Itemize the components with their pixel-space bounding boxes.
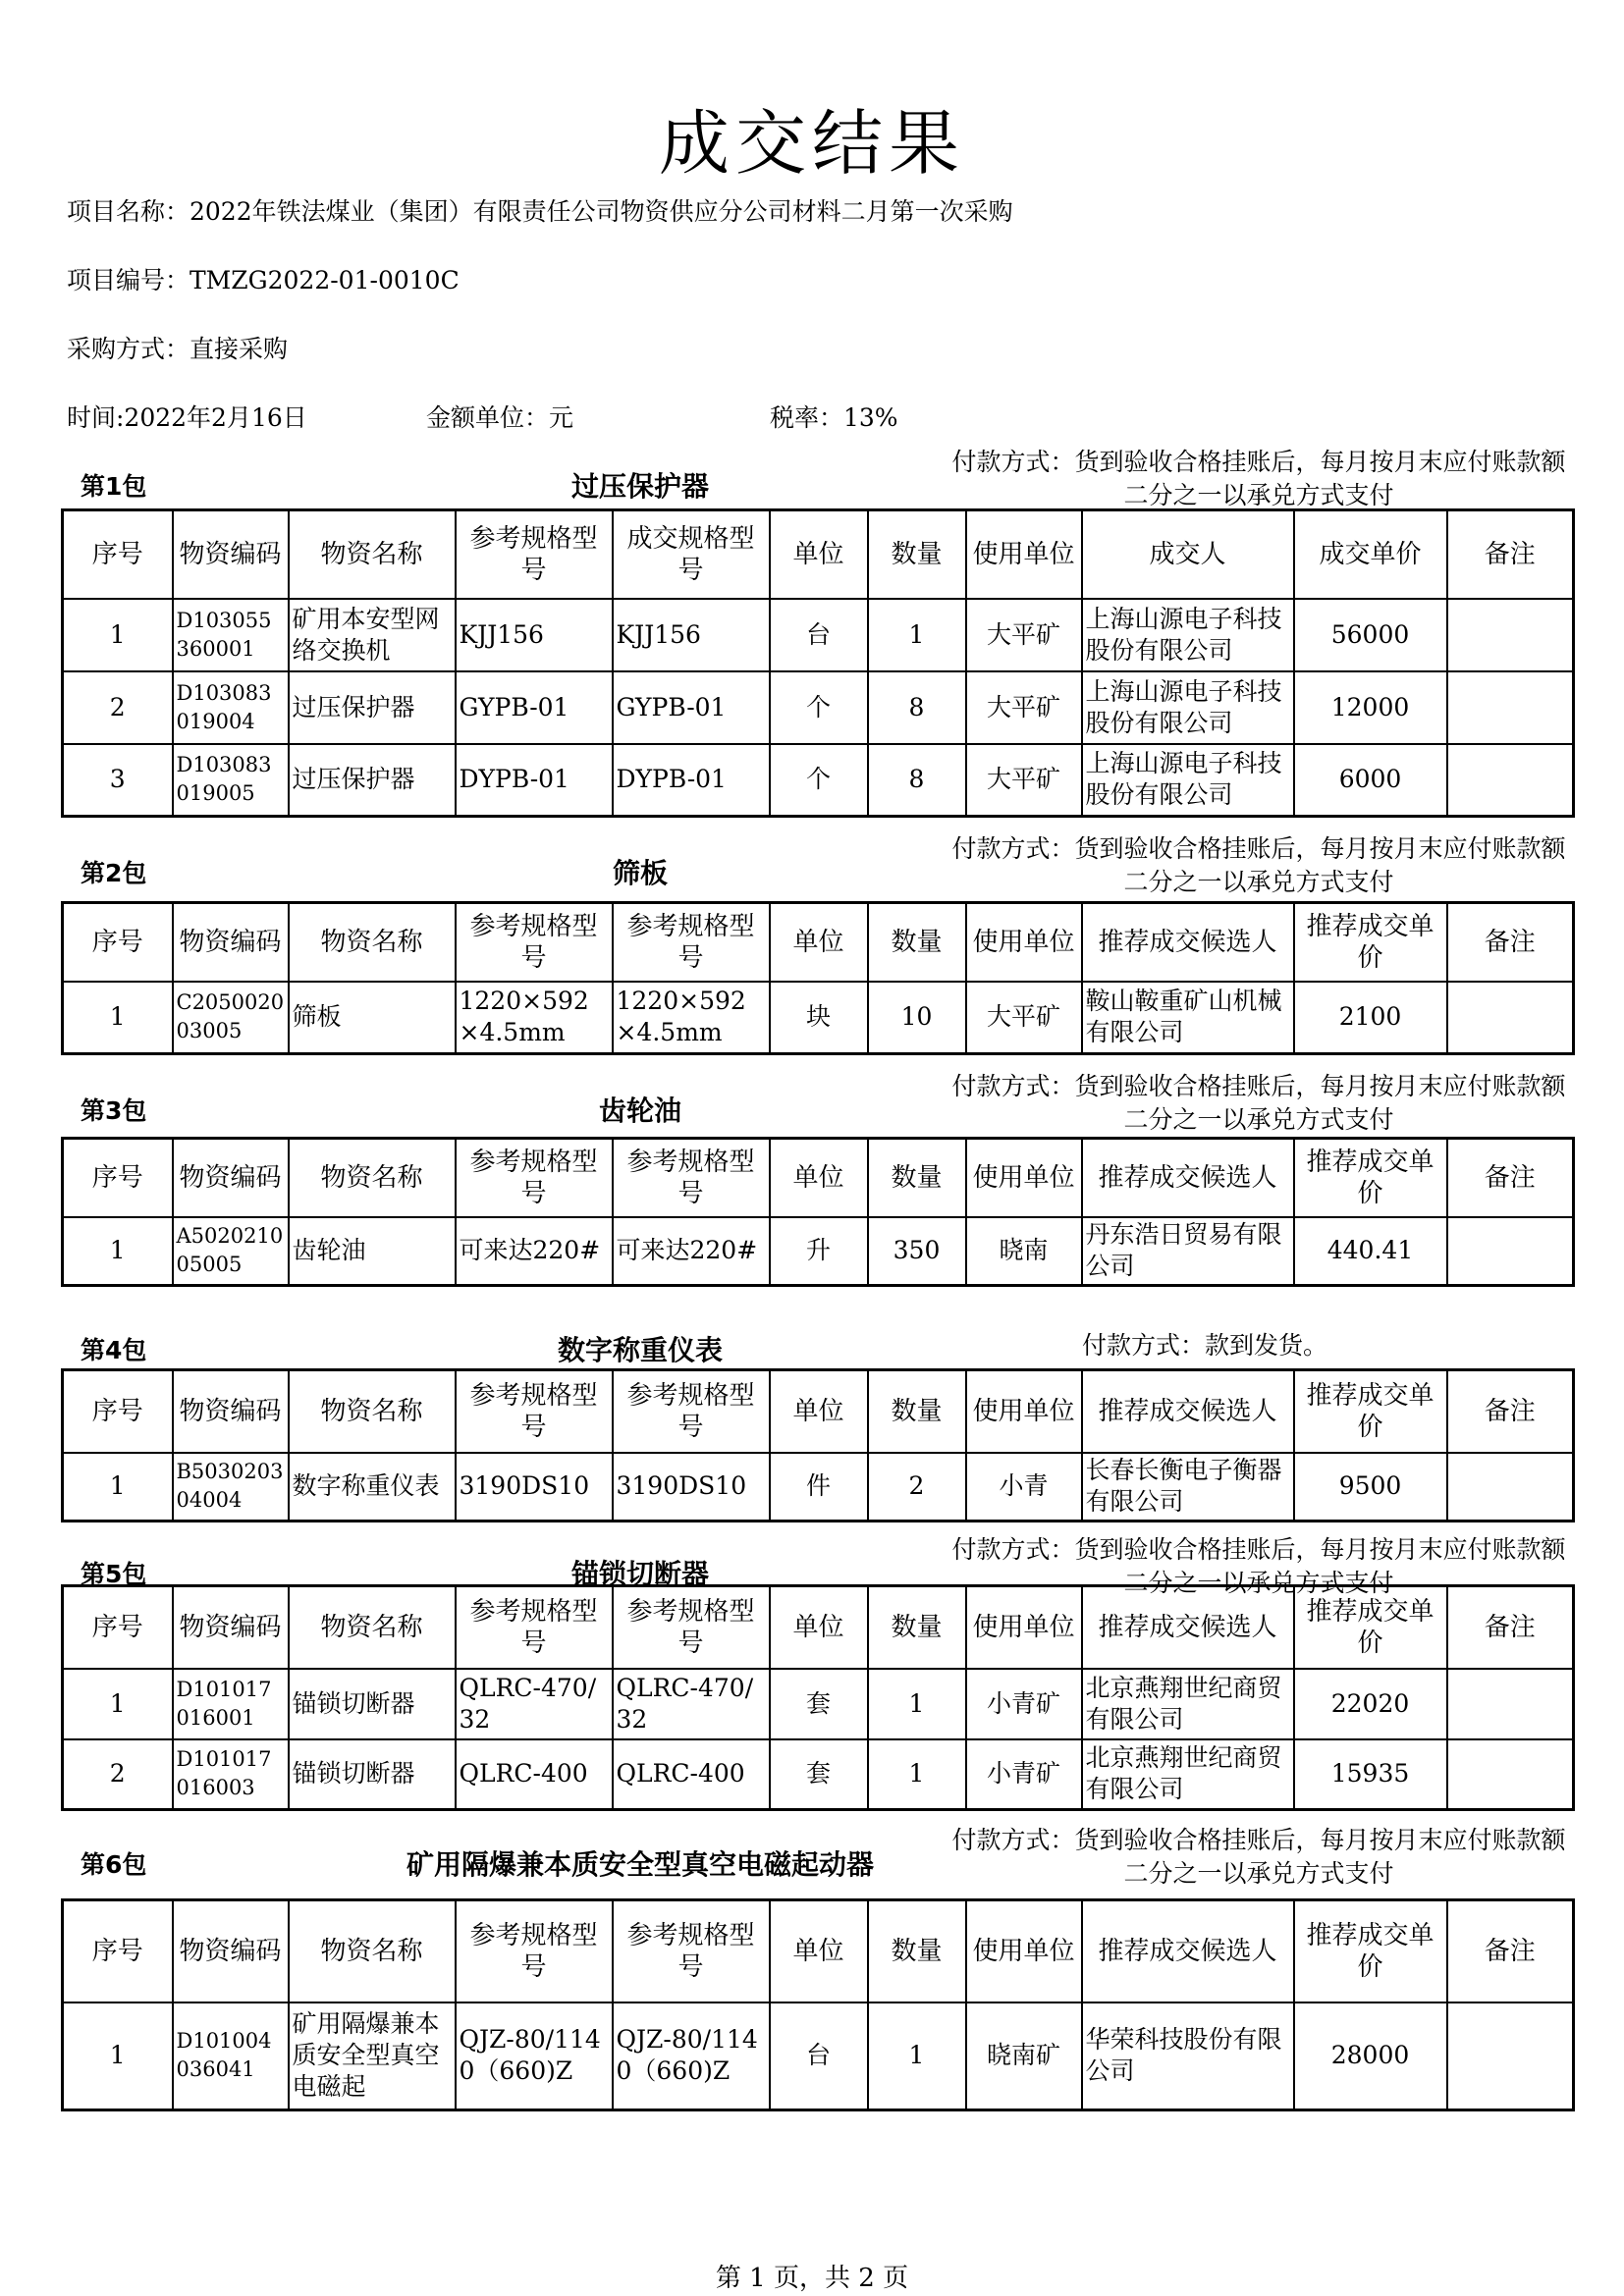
table-cell: 大平矿 — [966, 671, 1082, 744]
table-cell: 北京燕翔世纪商贸有限公司 — [1082, 1739, 1294, 1810]
table-cell: 350 — [868, 1217, 966, 1286]
column-header: 参考规格型号 — [613, 1370, 770, 1453]
package-name: 矿用隔爆兼本质安全型真空电磁起动器 — [406, 1848, 874, 1881]
table-row — [63, 744, 1574, 817]
column-header: 单位 — [770, 510, 868, 599]
package-number: 第6包 — [81, 1850, 147, 1879]
package-name: 数字称重仪表 — [557, 1334, 723, 1366]
column-header: 参考规格型号 — [456, 1586, 613, 1669]
table-row — [63, 2002, 1574, 2110]
table-cell: GYPB-01 — [613, 671, 770, 744]
table-cell: B503020304004 — [173, 1453, 289, 1522]
table-cell: 上海山源电子科技股份有限公司 — [1082, 599, 1294, 671]
column-header: 推荐成交候选人 — [1082, 1586, 1294, 1669]
table-cell: QLRC-400 — [613, 1739, 770, 1810]
column-header: 使用单位 — [966, 510, 1082, 599]
table-header-row — [63, 1139, 1574, 1217]
table-row — [63, 599, 1574, 671]
column-header: 物资名称 — [289, 1139, 456, 1217]
table-cell: D103055360001 — [173, 599, 289, 671]
column-header: 推荐成交单价 — [1294, 1139, 1447, 1217]
page-title: 成交结果 — [658, 102, 965, 185]
table-header-row — [63, 903, 1574, 982]
package-name: 齿轮油 — [598, 1095, 681, 1127]
table-cell: 440.41 — [1294, 1217, 1447, 1286]
column-header: 参考规格型号 — [613, 1139, 770, 1217]
payment-terms-line: 付款方式：货到验收合格挂账后，每月按月末应付账款额 — [951, 834, 1566, 863]
table-cell: 件 — [770, 1453, 868, 1522]
table-cell: KJJ156 — [613, 599, 770, 671]
column-header: 数量 — [868, 1370, 966, 1453]
column-header: 参考规格型号 — [456, 1370, 613, 1453]
column-header: 序号 — [63, 1370, 173, 1453]
table-cell — [1447, 982, 1574, 1054]
table-cell: 1 — [63, 599, 173, 671]
table-cell: 上海山源电子科技股份有限公司 — [1082, 744, 1294, 817]
column-header: 备注 — [1447, 1370, 1574, 1453]
table-cell: 套 — [770, 1739, 868, 1810]
payment-terms-line: 二分之一以承兑方式支付 — [1123, 481, 1394, 509]
table-cell: 1 — [63, 1217, 173, 1286]
column-header: 成交人 — [1082, 510, 1294, 599]
table-cell — [1447, 1453, 1574, 1522]
payment-terms-line: 二分之一以承兑方式支付 — [1123, 1859, 1394, 1888]
column-header: 推荐成交候选人 — [1082, 1900, 1294, 2002]
column-header: 参考规格型号 — [456, 903, 613, 982]
table-cell: 升 — [770, 1217, 868, 1286]
payment-terms-line: 二分之一以承兑方式支付 — [1123, 1569, 1394, 1597]
tax-rate: 税率：13% — [770, 403, 898, 432]
table-cell: 1220×592×4.5mm — [613, 982, 770, 1054]
table-cell: 套 — [770, 1669, 868, 1739]
table-cell — [1447, 599, 1574, 671]
table-cell: 2100 — [1294, 982, 1447, 1054]
table-cell: QLRC-470/32 — [456, 1669, 613, 1739]
column-header: 使用单位 — [966, 1139, 1082, 1217]
table-cell: 数字称重仪表 — [289, 1453, 456, 1522]
column-header: 数量 — [868, 510, 966, 599]
payment-terms-line: 二分之一以承兑方式支付 — [1123, 1105, 1394, 1134]
table-cell: 齿轮油 — [289, 1217, 456, 1286]
table-row — [63, 1669, 1574, 1739]
column-header: 成交单价 — [1294, 510, 1447, 599]
payment-terms-line: 付款方式：货到验收合格挂账后，每月按月末应付账款额 — [951, 1826, 1566, 1854]
column-header: 序号 — [63, 510, 173, 599]
table-cell: DYPB-01 — [613, 744, 770, 817]
column-header: 物资编码 — [173, 1900, 289, 2002]
table-cell: 大平矿 — [966, 599, 1082, 671]
column-header: 成交规格型号 — [613, 510, 770, 599]
package-number: 第3包 — [81, 1096, 147, 1125]
column-header: 序号 — [63, 1900, 173, 2002]
package-table — [61, 901, 1575, 1055]
table-cell: 可来达220# — [613, 1217, 770, 1286]
column-header: 物资名称 — [289, 1586, 456, 1669]
table-header-row — [63, 510, 1574, 599]
package-name: 过压保护器 — [570, 470, 709, 503]
column-header: 数量 — [868, 1900, 966, 2002]
table-cell: 矿用本安型网络交换机 — [289, 599, 456, 671]
table-cell: 个 — [770, 671, 868, 744]
table-cell: 小青矿 — [966, 1739, 1082, 1810]
package-header — [61, 446, 1581, 516]
package-table — [61, 1368, 1575, 1522]
column-header: 备注 — [1447, 1900, 1574, 2002]
table-cell: 个 — [770, 744, 868, 817]
table-cell: 丹东浩日贸易有限公司 — [1082, 1217, 1294, 1286]
table-header-row — [63, 1900, 1574, 2002]
column-header: 推荐成交候选人 — [1082, 1139, 1294, 1217]
table-cell: 3190DS10 — [456, 1453, 613, 1522]
table-row — [63, 1453, 1574, 1522]
page-footer: 第 1 页，共 2 页 — [715, 2264, 909, 2293]
column-header: 物资编码 — [173, 1586, 289, 1669]
package-table — [61, 1137, 1575, 1287]
payment-terms — [886, 1824, 1624, 1891]
payment-terms-line: 二分之一以承兑方式支付 — [1123, 868, 1394, 896]
table-cell: 2 — [63, 671, 173, 744]
table-cell: 1220×592×4.5mm — [456, 982, 613, 1054]
payment-terms-line: 付款方式：货到验收合格挂账后，每月按月末应付账款额 — [951, 448, 1566, 476]
column-header: 参考规格型号 — [613, 1586, 770, 1669]
table-cell: KJJ156 — [456, 599, 613, 671]
table-cell: 锚锁切断器 — [289, 1669, 456, 1739]
table-cell: 1 — [63, 1453, 173, 1522]
table-row — [63, 1739, 1574, 1810]
package-table — [61, 1584, 1575, 1811]
table-cell: 可来达220# — [456, 1217, 613, 1286]
table-cell — [1447, 1669, 1574, 1739]
project-number: 项目编号：TMZG2022-01-0010C — [67, 266, 460, 294]
table-cell: 晓南 — [966, 1217, 1082, 1286]
table-cell: DYPB-01 — [456, 744, 613, 817]
column-header: 参考规格型号 — [456, 1900, 613, 2002]
table-cell: 块 — [770, 982, 868, 1054]
table-cell: 6000 — [1294, 744, 1447, 817]
column-header: 物资名称 — [289, 903, 456, 982]
table-cell: 华荣科技股份有限公司 — [1082, 2002, 1294, 2110]
table-cell: D101004036041 — [173, 2002, 289, 2110]
column-header: 单位 — [770, 1139, 868, 1217]
table-cell: 56000 — [1294, 599, 1447, 671]
payment-terms — [886, 832, 1624, 899]
column-header: 使用单位 — [966, 903, 1082, 982]
column-header: 数量 — [868, 903, 966, 982]
table-cell: C205002003005 — [173, 982, 289, 1054]
package-number: 第4包 — [81, 1336, 147, 1364]
meta-line — [67, 399, 1049, 432]
table-cell: 15935 — [1294, 1739, 1447, 1810]
table-cell: 1 — [63, 2002, 173, 2110]
table-cell: D101017016003 — [173, 1739, 289, 1810]
table-cell: 长春长衡电子衡器有限公司 — [1082, 1453, 1294, 1522]
table-cell: A502021005005 — [173, 1217, 289, 1286]
table-row — [63, 982, 1574, 1054]
table-header-row — [63, 1370, 1574, 1453]
column-header: 使用单位 — [966, 1900, 1082, 2002]
package-number: 第5包 — [81, 1560, 147, 1588]
payment-terms-line: 付款方式：款到发货。 — [1082, 1331, 1328, 1360]
package-header — [61, 1070, 1581, 1141]
column-header: 参考规格型号 — [613, 903, 770, 982]
table-cell — [1447, 2002, 1574, 2110]
table-cell: D103083019005 — [173, 744, 289, 817]
payment-terms-line: 付款方式：货到验收合格挂账后，每月按月末应付账款额 — [951, 1535, 1566, 1564]
payment-terms-line: 付款方式：货到验收合格挂账后，每月按月末应付账款额 — [951, 1072, 1566, 1100]
table-header-row — [63, 1586, 1574, 1669]
column-header: 单位 — [770, 903, 868, 982]
column-header: 推荐成交候选人 — [1082, 1370, 1294, 1453]
table-row — [63, 1217, 1574, 1286]
table-cell: 1 — [63, 1669, 173, 1739]
table-cell: 鞍山鞍重矿山机械有限公司 — [1082, 982, 1294, 1054]
package-table — [61, 508, 1575, 818]
table-cell: 晓南矿 — [966, 2002, 1082, 2110]
table-cell — [1447, 744, 1574, 817]
table-cell: 28000 — [1294, 2002, 1447, 2110]
column-header: 备注 — [1447, 1586, 1574, 1669]
table-cell: QJZ-80/1140（660)Z — [456, 2002, 613, 2110]
table-cell: 过压保护器 — [289, 744, 456, 817]
table-cell: QLRC-400 — [456, 1739, 613, 1810]
table-cell: 2 — [868, 1453, 966, 1522]
table-cell: 筛板 — [289, 982, 456, 1054]
column-header: 序号 — [63, 1586, 173, 1669]
table-cell: 22020 — [1294, 1669, 1447, 1739]
column-header: 单位 — [770, 1586, 868, 1669]
column-header: 物资编码 — [173, 1139, 289, 1217]
column-header: 备注 — [1447, 510, 1574, 599]
column-header: 单位 — [770, 1370, 868, 1453]
column-header: 数量 — [868, 1139, 966, 1217]
table-cell: 8 — [868, 671, 966, 744]
column-header: 推荐成交单价 — [1294, 903, 1447, 982]
table-cell: 9500 — [1294, 1453, 1447, 1522]
column-header: 使用单位 — [966, 1586, 1082, 1669]
table-cell: D101017016001 — [173, 1669, 289, 1739]
package-number: 第2包 — [81, 859, 147, 887]
procurement-method: 采购方式：直接采购 — [67, 335, 289, 363]
column-header: 物资名称 — [289, 1370, 456, 1453]
table-cell: 3190DS10 — [613, 1453, 770, 1522]
column-header: 推荐成交单价 — [1294, 1370, 1447, 1453]
payment-terms — [1082, 1329, 1475, 1362]
table-cell: 10 — [868, 982, 966, 1054]
table-cell: 过压保护器 — [289, 671, 456, 744]
payment-terms — [886, 446, 1624, 512]
package-name: 筛板 — [612, 857, 668, 889]
package-header — [61, 832, 1581, 903]
table-cell: 矿用隔爆兼本质安全型真空电磁起 — [289, 2002, 456, 2110]
column-header: 备注 — [1447, 1139, 1574, 1217]
column-header: 物资编码 — [173, 1370, 289, 1453]
table-row — [63, 671, 1574, 744]
table-cell: 台 — [770, 2002, 868, 2110]
package-name: 锚锁切断器 — [570, 1558, 709, 1590]
column-header: 物资编码 — [173, 510, 289, 599]
column-header: 参考规格型号 — [456, 510, 613, 599]
column-header: 使用单位 — [966, 1370, 1082, 1453]
table-cell: 台 — [770, 599, 868, 671]
table-cell: 1 — [868, 599, 966, 671]
column-header: 数量 — [868, 1586, 966, 1669]
table-cell — [1447, 1739, 1574, 1810]
column-header: 备注 — [1447, 903, 1574, 982]
table-cell: 12000 — [1294, 671, 1447, 744]
column-header: 参考规格型号 — [456, 1139, 613, 1217]
column-header: 参考规格型号 — [613, 1900, 770, 2002]
column-header: 序号 — [63, 1139, 173, 1217]
table-cell: 小青 — [966, 1453, 1082, 1522]
table-cell: 3 — [63, 744, 173, 817]
table-cell — [1447, 671, 1574, 744]
column-header: 推荐成交单价 — [1294, 1586, 1447, 1669]
date: 时间:2022年2月16日 — [67, 403, 307, 432]
column-header: 推荐成交候选人 — [1082, 903, 1294, 982]
amount-unit: 金额单位：元 — [426, 403, 574, 432]
table-cell: 1 — [868, 1669, 966, 1739]
table-cell: 1 — [868, 2002, 966, 2110]
table-cell: QLRC-470/32 — [613, 1669, 770, 1739]
package-number: 第1包 — [81, 472, 147, 501]
table-cell: 大平矿 — [966, 744, 1082, 817]
table-cell: 上海山源电子科技股份有限公司 — [1082, 671, 1294, 744]
table-cell: 大平矿 — [966, 982, 1082, 1054]
table-cell: D103083019004 — [173, 671, 289, 744]
table-cell: 锚锁切断器 — [289, 1739, 456, 1810]
table-cell: 北京燕翔世纪商贸有限公司 — [1082, 1669, 1294, 1739]
column-header: 序号 — [63, 903, 173, 982]
table-cell: 1 — [63, 982, 173, 1054]
table-cell: 1 — [868, 1739, 966, 1810]
table-cell: GYPB-01 — [456, 671, 613, 744]
column-header: 物资编码 — [173, 903, 289, 982]
column-header: 推荐成交单价 — [1294, 1900, 1447, 2002]
package-table — [61, 1898, 1575, 2111]
package-header — [61, 1824, 1581, 1895]
column-header: 单位 — [770, 1900, 868, 2002]
column-header: 物资名称 — [289, 510, 456, 599]
project-name: 项目名称：2022年铁法煤业（集团）有限责任公司物资供应分公司材料二月第一次采购 — [67, 197, 1013, 226]
column-header: 物资名称 — [289, 1900, 456, 2002]
table-cell: QJZ-80/1140（660)Z — [613, 2002, 770, 2110]
table-cell — [1447, 1217, 1574, 1286]
payment-terms — [886, 1070, 1624, 1137]
table-cell: 小青矿 — [966, 1669, 1082, 1739]
table-cell: 8 — [868, 744, 966, 817]
table-cell: 2 — [63, 1739, 173, 1810]
